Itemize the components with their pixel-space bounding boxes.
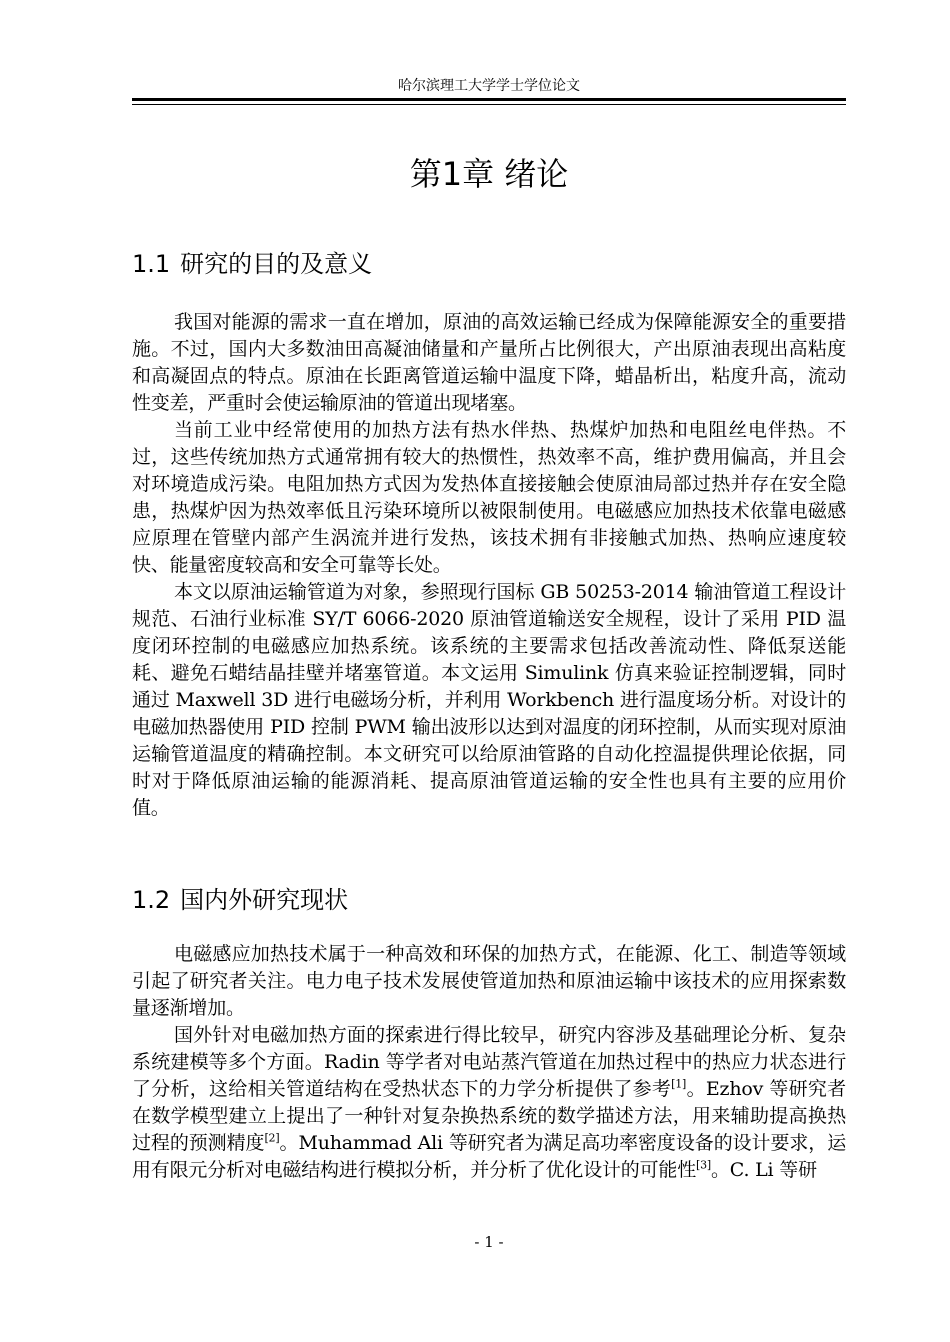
paragraph [132,1022,846,1184]
paragraph: 本文以原油运输管道为对象，参照现行国标 GB 50253-2014 输油管道工程设计规范、石油行业标准 SY/T 6066-2020 原油管道输送安全规程，设计了采用 PID 温度闭环控制的电磁感应加热系统。该系统的主要需求包括改善流动性、降低泵送能耗、避免石蜡结晶挂壁并堵塞管道。本文运用 Simulink 仿真来验证控制逻辑，同时通过 Maxwell 3D 进行电磁场分析，并利用 Workbench 进行温度场分析。对设计的电磁加热器使用 PID 控制 PWM 输出波形以达到对温度的闭环控制，从而实现对原油运输管道温度的精确控制。本文研究可以给原油管路的自动化控温提供理论依据，同时对于降低原油运输的能源消耗、提高原油管道运输的安全性也具有主要的应用价值。 [132,581,846,819]
paragraph-text: 。C. Li 等研 [711,1159,817,1181]
paragraph: 当前工业中经常使用的加热方法有热水伴热、热煤炉加热和电阻丝电伴热。不过，这些传统加热方式通常拥有较大的热惯性，热效率不高，维护费用偏高，并且会对环境造成污染。电阻加热方式因为发热体直接接触会使原油局部过热并存在安全隐患，热煤炉因为热效率低且污染环境所以被限制使用。电磁感应加热技术依靠电磁感应原理在管壁内部产生涡流并进行发热，该技术拥有非接触式加热、热响应速度较快、能量密度较高和安全可靠等长处。 [132,419,846,576]
paragraph-text: 。Ezhov 等研究者在数学模型建立上提出了一种针对复杂换热系统的数学描述方法，用来辅助提高换热过程的预测精度 [132,1078,846,1154]
paragraph: 电磁感应加热技术属于一种高效和环保的加热方式，在能源、化工、制造等领域引起了研究者关注。电力电子技术发展使管道加热和原油运输中该技术的应用探索数量逐渐增加。 [132,943,846,1019]
citation-ref: [1] [671,1077,687,1091]
section-number: 1.2 [132,886,171,914]
section-title-text: 研究的目的及意义 [180,250,373,278]
section-heading-1-1 [132,247,372,281]
section-title-text: 国内外研究现状 [180,886,349,914]
section-number: 1.1 [132,250,171,278]
paragraph-text: 。Muhammad Ali 等研究者为满足高功率密度设备的设计要求，运用有限元分析对电磁结构进行模拟分析，并分析了优化设计的可能性 [132,1132,846,1181]
header-rule-thin [132,104,846,105]
section-1-2-body [132,941,846,1184]
citation-ref: [3] [696,1158,711,1172]
running-header: 哈尔滨理工大学学士学位论文 [398,78,580,94]
chapter-title: 第1章 绪论 [409,155,569,193]
paragraph-text: 国外针对电磁加热方面的探索进行得比较早，研究内容涉及基础理论分析、复杂系统建模等多个方面。Radin 等学者对电站蒸汽管道在加热过程中的热应力状态进行了分析，这给相关管道结构在受热状态下的力学分析提供了参考 [132,1024,846,1100]
paragraph: 我国对能源的需求一直在增加，原油的高效运输已经成为保障能源安全的重要措施。不过，国内大多数油田高凝油储量和产量所占比例很大，产出原油表现出高粘度和高凝固点的特点。原油在长距离管道运输中温度下降，蜡晶析出，粘度升高，流动性变差，严重时会使运输原油的管道出现堵塞。 [132,311,846,414]
header-rule-thick [132,98,846,101]
page-number: - 1 - [474,1233,504,1251]
citation-ref: [2] [264,1131,280,1145]
section-1-1-body [132,309,846,822]
section-heading-1-2 [132,883,348,917]
